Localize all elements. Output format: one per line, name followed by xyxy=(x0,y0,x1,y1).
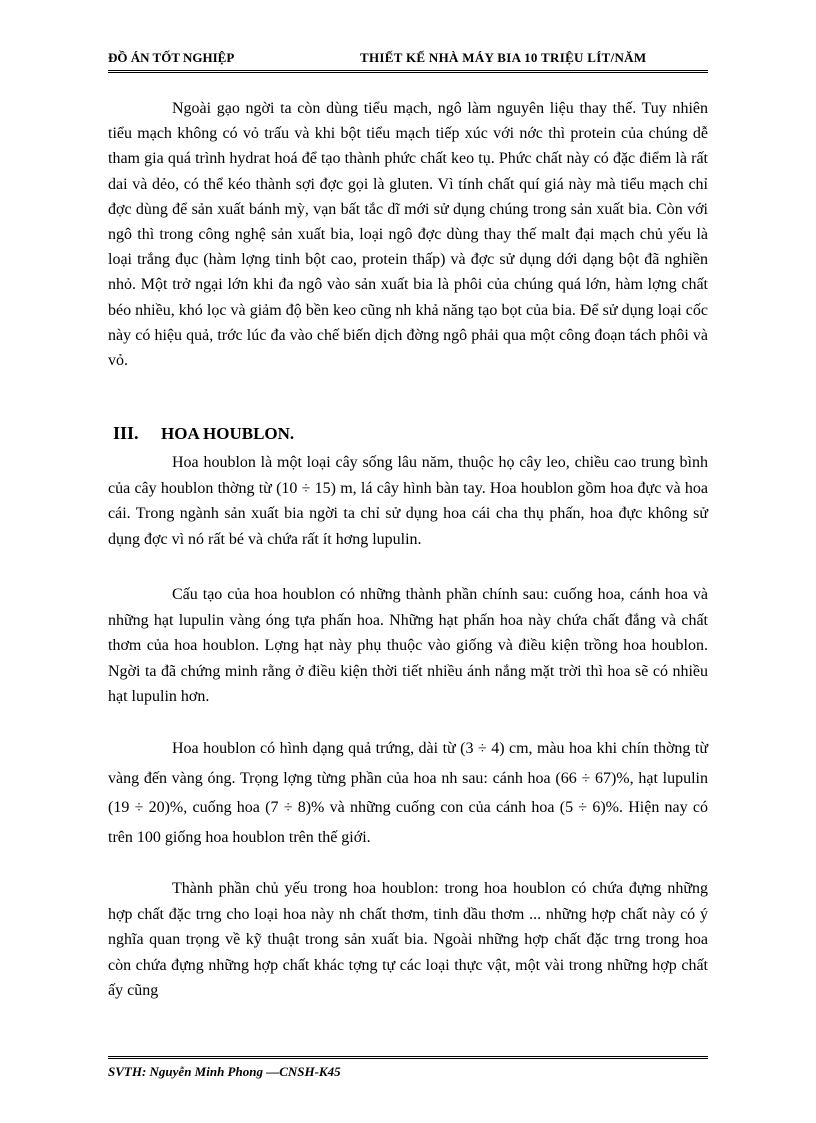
paragraph-houblon-structure: Cấu tạo của hoa houblon có những thành phần chính sau: cuống hoa, cánh hoa và những hạt lupulin vàng óng tựa phấn hoa. Những hạt phấn hoa này chứa chất đắng và chất thơm của hoa houblon. Lợng hạt này phụ thuộc vào giống và điều kiện trồng hoa houblon. Ngời ta đã chứng minh rằng ở điều kiện thời tiết nhiều ánh nắng mặt trời thì hoa sẽ có nhiều hạt lupulin hơn. xyxy=(108,586,708,705)
paragraph-houblon-plant: Hoa houblon là một loại cây sống lâu năm, thuộc họ cây leo, chiều cao trung bình của cây houblon thờng từ (10 ÷ 15) m, lá cây hình bàn tay. Hoa houblon gồm hoa đực và hoa cái. Trong ngành sản xuất bia ngời ta chỉ sử dụng hoa cái cha thụ phấn, hoa đực không sử dụng đợc vì nó rất bé và chứa rất ít hơng lupulin. xyxy=(108,454,708,548)
section-title: HOA HOUBLON. xyxy=(161,424,295,443)
section-heading xyxy=(113,423,294,444)
paragraph-grain-substitutes: Ngoài gạo ngời ta còn dùng tiểu mạch, ngô làm nguyên liệu thay thế. Tuy nhiên tiểu mạch không có vỏ trấu và khi bột tiểu mạch tiếp xúc với nớc thì protein của chúng dễ tham gia quá trình hydrat hoá để tạo thành phức chất keo tụ. Phức chất này có đặc điểm là rất dai và dẻo, có thể kéo thành sợi đợc gọi là gluten. Vì tính chất quí giá này mà tiểu mạch chỉ đợc dùng để sản xuất bánh mỳ, vạn bất tắc dĩ mới sử dụng chúng trong sản xuất bia. Còn với ngô thì trong công nghệ sản xuất bia, loại ngô đợc dùng thay thế malt đại mạch chủ yếu là loại trắng đục (hàm lợng tinh bột cao, protein thấp) và đợc sử dụng dới dạng bột đã nghiền nhỏ. Một trở ngại lớn khi đa ngô vào sản xuất bia là phôi của chúng quá lớn, hàm lợng chất béo nhiều, khó lọc và giảm độ bền keo cũng nh khả năng tạo bọt của bia. Để sử dụng loại cốc này có hiệu quả, trớc lúc đa vào chế biến dịch đờng ngô phải qua một công đoạn tách phôi và vỏ. xyxy=(108,100,708,370)
page-footer xyxy=(108,1056,708,1080)
header-left-title: ĐỒ ÁN TỐT NGHIỆP xyxy=(108,50,235,65)
paragraph-houblon-composition: Thành phần chủ yếu trong hoa houblon: trong hoa houblon có chứa đựng những hợp chất đặc trng cho loại hoa này nh chất thơm, tinh dầu thơm ... những hợp chất này có ý nghĩa quan trọng về kỹ thuật trong sản xuất bia. Ngoài những hợp chất đặc trng trong hoa còn chứa đựng những hợp chất khác tợng tự các loại thực vật, một vài trong những hợp chất ấy cũng xyxy=(108,880,708,999)
paragraph-houblon-shape: Hoa houblon có hình dạng quả trứng, dài từ (3 ÷ 4) cm, màu hoa khi chín thờng từ vàng đến vàng óng. Trọng lợng từng phần của hoa nh sau: cánh hoa (66 ÷ 67)%, hạt lupulin (19 ÷ 20)%, cuống hoa (7 ÷ 8)% và những cuống con của cánh hoa (5 ÷ 6)%. Hiện nay có trên 100 giống hoa houblon trên thế giới. xyxy=(108,740,708,846)
footer-author: SVTH: Nguyễn Minh Phong —CNSH-K45 xyxy=(108,1064,341,1079)
header-right-title: THIẾT KẾ NHÀ MÁY BIA 10 TRIỆU LÍT/NĂM xyxy=(360,50,647,65)
page-header xyxy=(108,50,708,73)
section-number: III. xyxy=(113,423,139,443)
